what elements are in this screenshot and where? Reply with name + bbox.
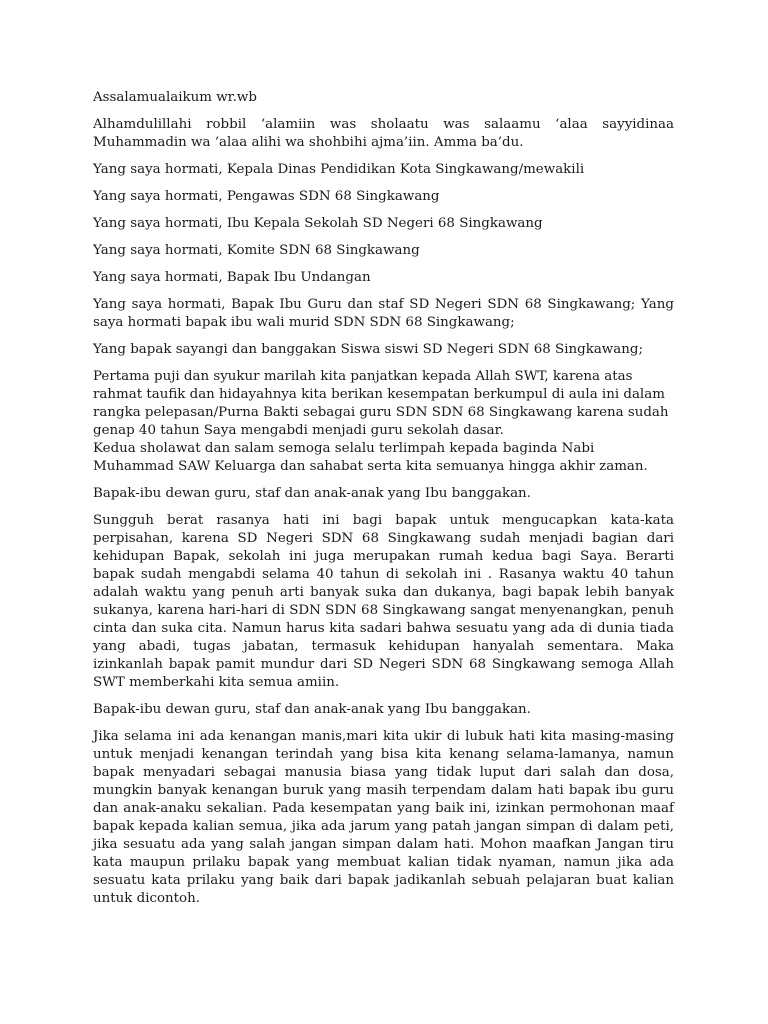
paragraph-praise-and-sholawat <box>93 368 674 476</box>
text-line: Sungguh berat rasanya hati ini bagi bapak untuk mengucapkan kata-kata perpisahan, karena SD Negeri SDN 68 Singkawang sudah menjadi bagian dari kehidupan Bapak, sekolah ini juga merupakan rumah kedua bagi Saya. Berarti bapak sudah mengabdi selama 40 tahun di sekolah ini . Rasanya waktu 40 tahun adalah waktu yang penuh arti banyak suka dan dukanya, bagi bapak lebih banyak sukanya, karena hari-hari di SDN SDN 68 Singkawang sangat menyenangkan, penuh cinta dan suka cita. Namun harus kita sadari bahwa sesuatu yang ada di dunia tiada yang abadi, tugas jabatan, termasuk kehidupan hanyalah sementara. Maka izinkanlah bapak pamit mundur dari SD Negeri SDN 68 Singkawang semoga Allah SWT memberkahi kita semua amiin. <box>93 513 674 690</box>
paragraph-salutation-undangan <box>93 269 674 287</box>
paragraph-opening-prayer <box>93 116 674 152</box>
paragraph-salutation-komite <box>93 242 674 260</box>
paragraph-apology <box>93 728 674 908</box>
paragraph-salutation-pengawas <box>93 188 674 206</box>
text-line: Yang saya hormati, Komite SDN 68 Singkawang <box>93 243 420 258</box>
text-line: Jika selama ini ada kenangan manis,mari kita ukir di lubuk hati kita masing-masing untuk menjadi kenangan terindah yang bisa kita kenang selama-lamanya, namun bapak menyadari sebagai manusia biasa yang tidak luput dari salah dan dosa, mungkin banyak kenangan buruk yang masih terpendam dalam hati bapak ibu guru dan anak-anaku sekalian. Pada kesempatan yang baik ini, izinkan permohonan maaf bapak kepada kalian semua, jika ada jarum yang patah jangan simpan di dalam peti, jika sesuatu ada yang salah jangan simpan dalam hati. Mohon maafkan Jangan tiru kata maupun prilaku bapak yang membuat kalian tidak nyaman, namun jika ada sesuatu kata prilaku yang baik dari bapak jadikanlah sebuah pelajaran buat kalian untuk dicontoh. <box>93 729 674 906</box>
text-line: Yang saya hormati, Ibu Kepala Sekolah SD Negeri 68 Singkawang <box>93 216 543 231</box>
text-line: Yang bapak sayangi dan banggakan Siswa siswi SD Negeri SDN 68 Singkawang; <box>93 342 643 357</box>
text-line: Yang saya hormati, Bapak Ibu Guru dan staf SD Negeri SDN 68 Singkawang; Yang saya hormati bapak ibu wali murid SDN SDN 68 Singkawang; <box>93 297 674 330</box>
text-line: Kedua sholawat dan salam semoga selalu terlimpah kepada baginda Nabi Muhammad SAW Keluarga dan sahabat serta kita semuanya hingga akhir zaman. <box>93 441 648 474</box>
text-line: Bapak-ibu dewan guru, staf dan anak-anak yang Ibu banggakan. <box>93 702 531 717</box>
text-line: Yang saya hormati, Bapak Ibu Undangan <box>93 270 371 285</box>
text-line: Assalamualaikum wr.wb <box>93 90 257 105</box>
paragraph-address-1 <box>93 485 674 503</box>
paragraph-salutation-kepala-sekolah <box>93 215 674 233</box>
paragraph-salutation-guru-wali <box>93 296 674 332</box>
paragraph-greeting <box>93 89 674 107</box>
paragraph-salutation-siswa <box>93 341 674 359</box>
text-line: Alhamdulillahi robbil ‘alamiin was sholaatu was salaamu ‘alaa sayyidinaa Muhammadin wa ‘alaa alihi wa shohbihi ajma’iin. Amma ba’du. <box>93 117 674 150</box>
text-line: Pertama puji dan syukur marilah kita panjatkan kepada Allah SWT, karena atas rahmat taufik dan hidayahnya kita berikan kesempatan berkumpul di aula ini dalam rangka pelepasan/Purna Bakti sebagai guru SDN SDN 68 Singkawang karena sudah genap 40 tahun Saya mengabdi menjadi guru sekolah dasar. <box>93 369 669 438</box>
paragraph-address-2 <box>93 701 674 719</box>
text-line: Bapak-ibu dewan guru, staf dan anak-anak yang Ibu banggakan. <box>93 486 531 501</box>
text-line: Yang saya hormati, Kepala Dinas Pendidikan Kota Singkawang/mewakili <box>93 162 585 177</box>
text-line: Yang saya hormati, Pengawas SDN 68 Singkawang <box>93 189 440 204</box>
paragraph-salutation-dinas <box>93 161 674 179</box>
paragraph-farewell <box>93 512 674 692</box>
document-page <box>93 89 674 917</box>
